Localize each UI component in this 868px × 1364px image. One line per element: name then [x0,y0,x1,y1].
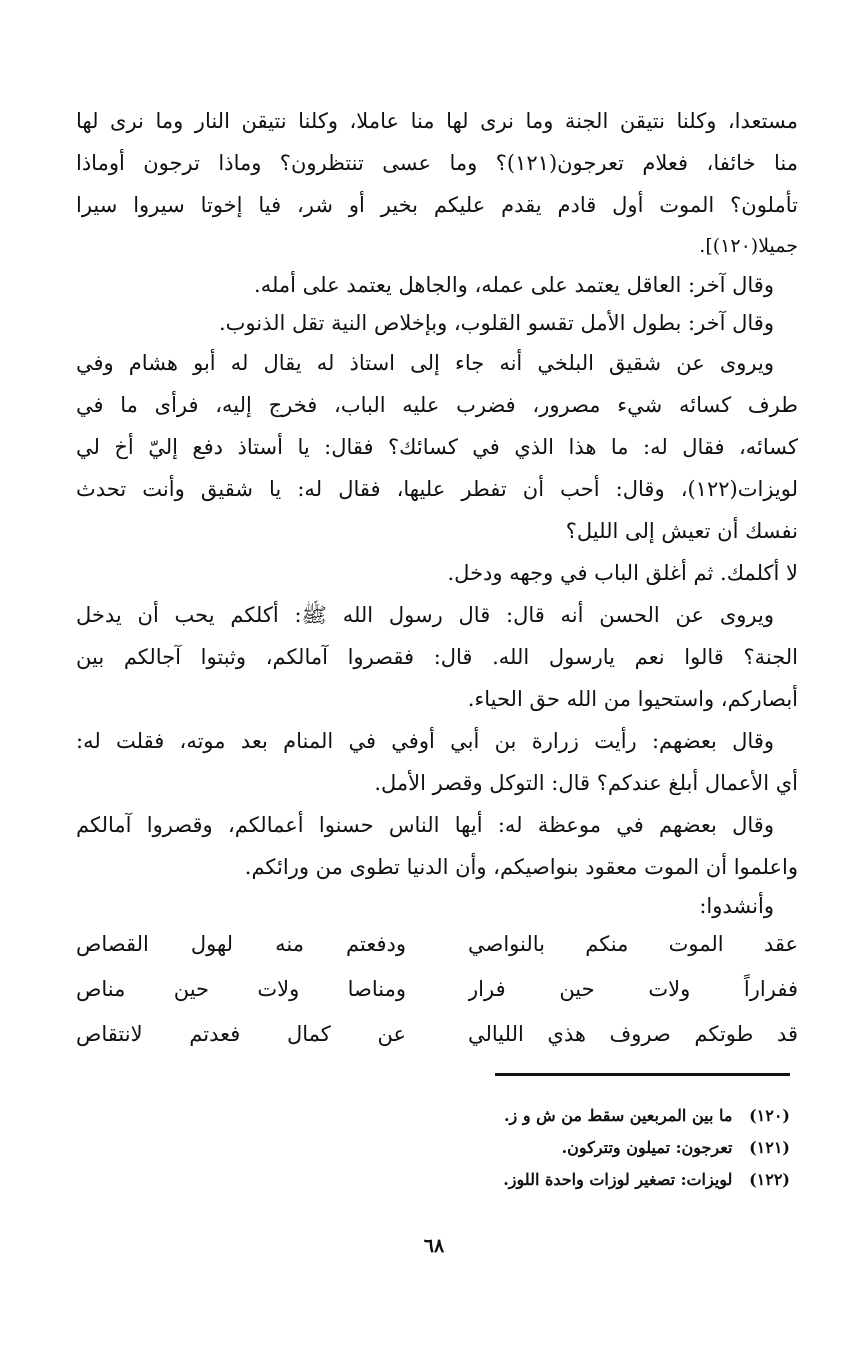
page-number: ٦٨ [423,1235,445,1257]
text-line: مستعدا، وكلنا نتيقن الجنة وما نرى لها منا عاملا، وكلنا نتيقن النار وما نرى لها [76,109,798,133]
main-text [76,100,798,924]
text-line: وقال بعضهم: رأيت زرارة بن أبي أوفي في المنام بعد موته، فقلت له: [76,729,774,753]
text-line: أبصاركم، واستحيوا من الله حق الحياء. [467,687,798,711]
footnote-number: (١٢٢) [749,1170,790,1189]
text-line: وقال بعضهم في موعظة له: أيها الناس حسنوا أعمالكم، وقصروا آمالكم [76,813,774,837]
poem [76,922,798,1057]
text-line: تأملون؟ الموت أول قادم يقدم عليكم بخير أو شر، فيا إخوتا سيروا سيرا [76,193,798,217]
poem-verse [76,967,798,1012]
text-line: طرف كسائه شيء مصرور، فضرب عليه الباب، فخرج إليه، فرأى ما في [76,393,798,417]
text-line: ويروى عن شقيق البلخي أنه جاء إلى استاذ له يقال له أبو هشام وفي [76,351,774,375]
text-line: أي الأعمال أبلغ عندكم؟ قال: التوكل وقصر الأمل. [374,771,798,795]
text-line: نفسك أن تعيش إلى الليل؟ [565,519,798,543]
text-line: جميلا(١٢٠)]. [699,235,798,257]
poem-first-hemistich: قد طوتكم صروف هذي الليالي [468,1022,798,1046]
text-line: الجنة؟ قالوا نعم يارسول الله. قال: فقصروا آمالكم، وثبتوا آجالكم بين [76,645,798,669]
poem-first-hemistich: ففراراً ولات حين فرار [468,977,798,1001]
footnote [290,1100,790,1132]
footnote-number: (١٢٠) [749,1106,790,1125]
footnote-text: ما بين المربعين سقط من ش و ز. [503,1106,733,1125]
text-line: وقال آخر: بطول الأمل تقسو القلوب، وبإخلاص النية تقل الذنوب. [218,311,774,335]
text-line: وقال آخر: العاقل يعتمد على عمله، والجاهل يعتمد على أمله. [254,273,774,297]
footnote-number: (١٢١) [749,1138,790,1157]
poem-verse [76,1012,798,1057]
footnote [290,1132,790,1164]
footnotes [290,1100,790,1196]
footnote [290,1164,790,1196]
poem-first-hemistich: عقد الموت منكم بالنواصي [468,932,798,956]
footnote-divider [495,1073,790,1076]
text-line: ويروى عن الحسن أنه قال: قال رسول الله ﷺ: أكلكم يحب أن يدخل [76,603,774,627]
text-line: لويزات(١٢٢)، وقال: أحب أن تفطر عليها، فقال له: يا شقيق وأنت تحدث [76,477,798,501]
footnote-text: تعرجون: تميلون وتتركون. [561,1138,733,1157]
poem-verse [76,922,798,967]
poem-second-hemistich: ودفعتم منه لهول القصاص [76,932,406,956]
poem-second-hemistich: عن كمال فعدتم لانتقاص [76,1022,406,1046]
text-line: واعلموا أن الموت معقود بنواصيكم، وأن الدنيا تطوى من ورائكم. [244,855,798,879]
footnote-text: لويزات: تصغير لوزات واحدة اللوز. [503,1170,733,1189]
text-line: منا خائفا، فعلام تعرجون(١٢١)؟ وما عسى تنتظرون؟ وماذا ترجون أوماذا [76,151,798,175]
text-line: لا أكلمك. ثم أغلق الباب في وجهه ودخل. [447,561,798,585]
text-line: كسائه، فقال له: ما هذا الذي في كسائك؟ فقال: يا أستاذ دفع إليّ أخ لي [76,435,798,459]
poem-second-hemistich: ومناصا ولات حين مناص [76,977,406,1001]
text-line: وأنشدوا: [699,894,774,918]
